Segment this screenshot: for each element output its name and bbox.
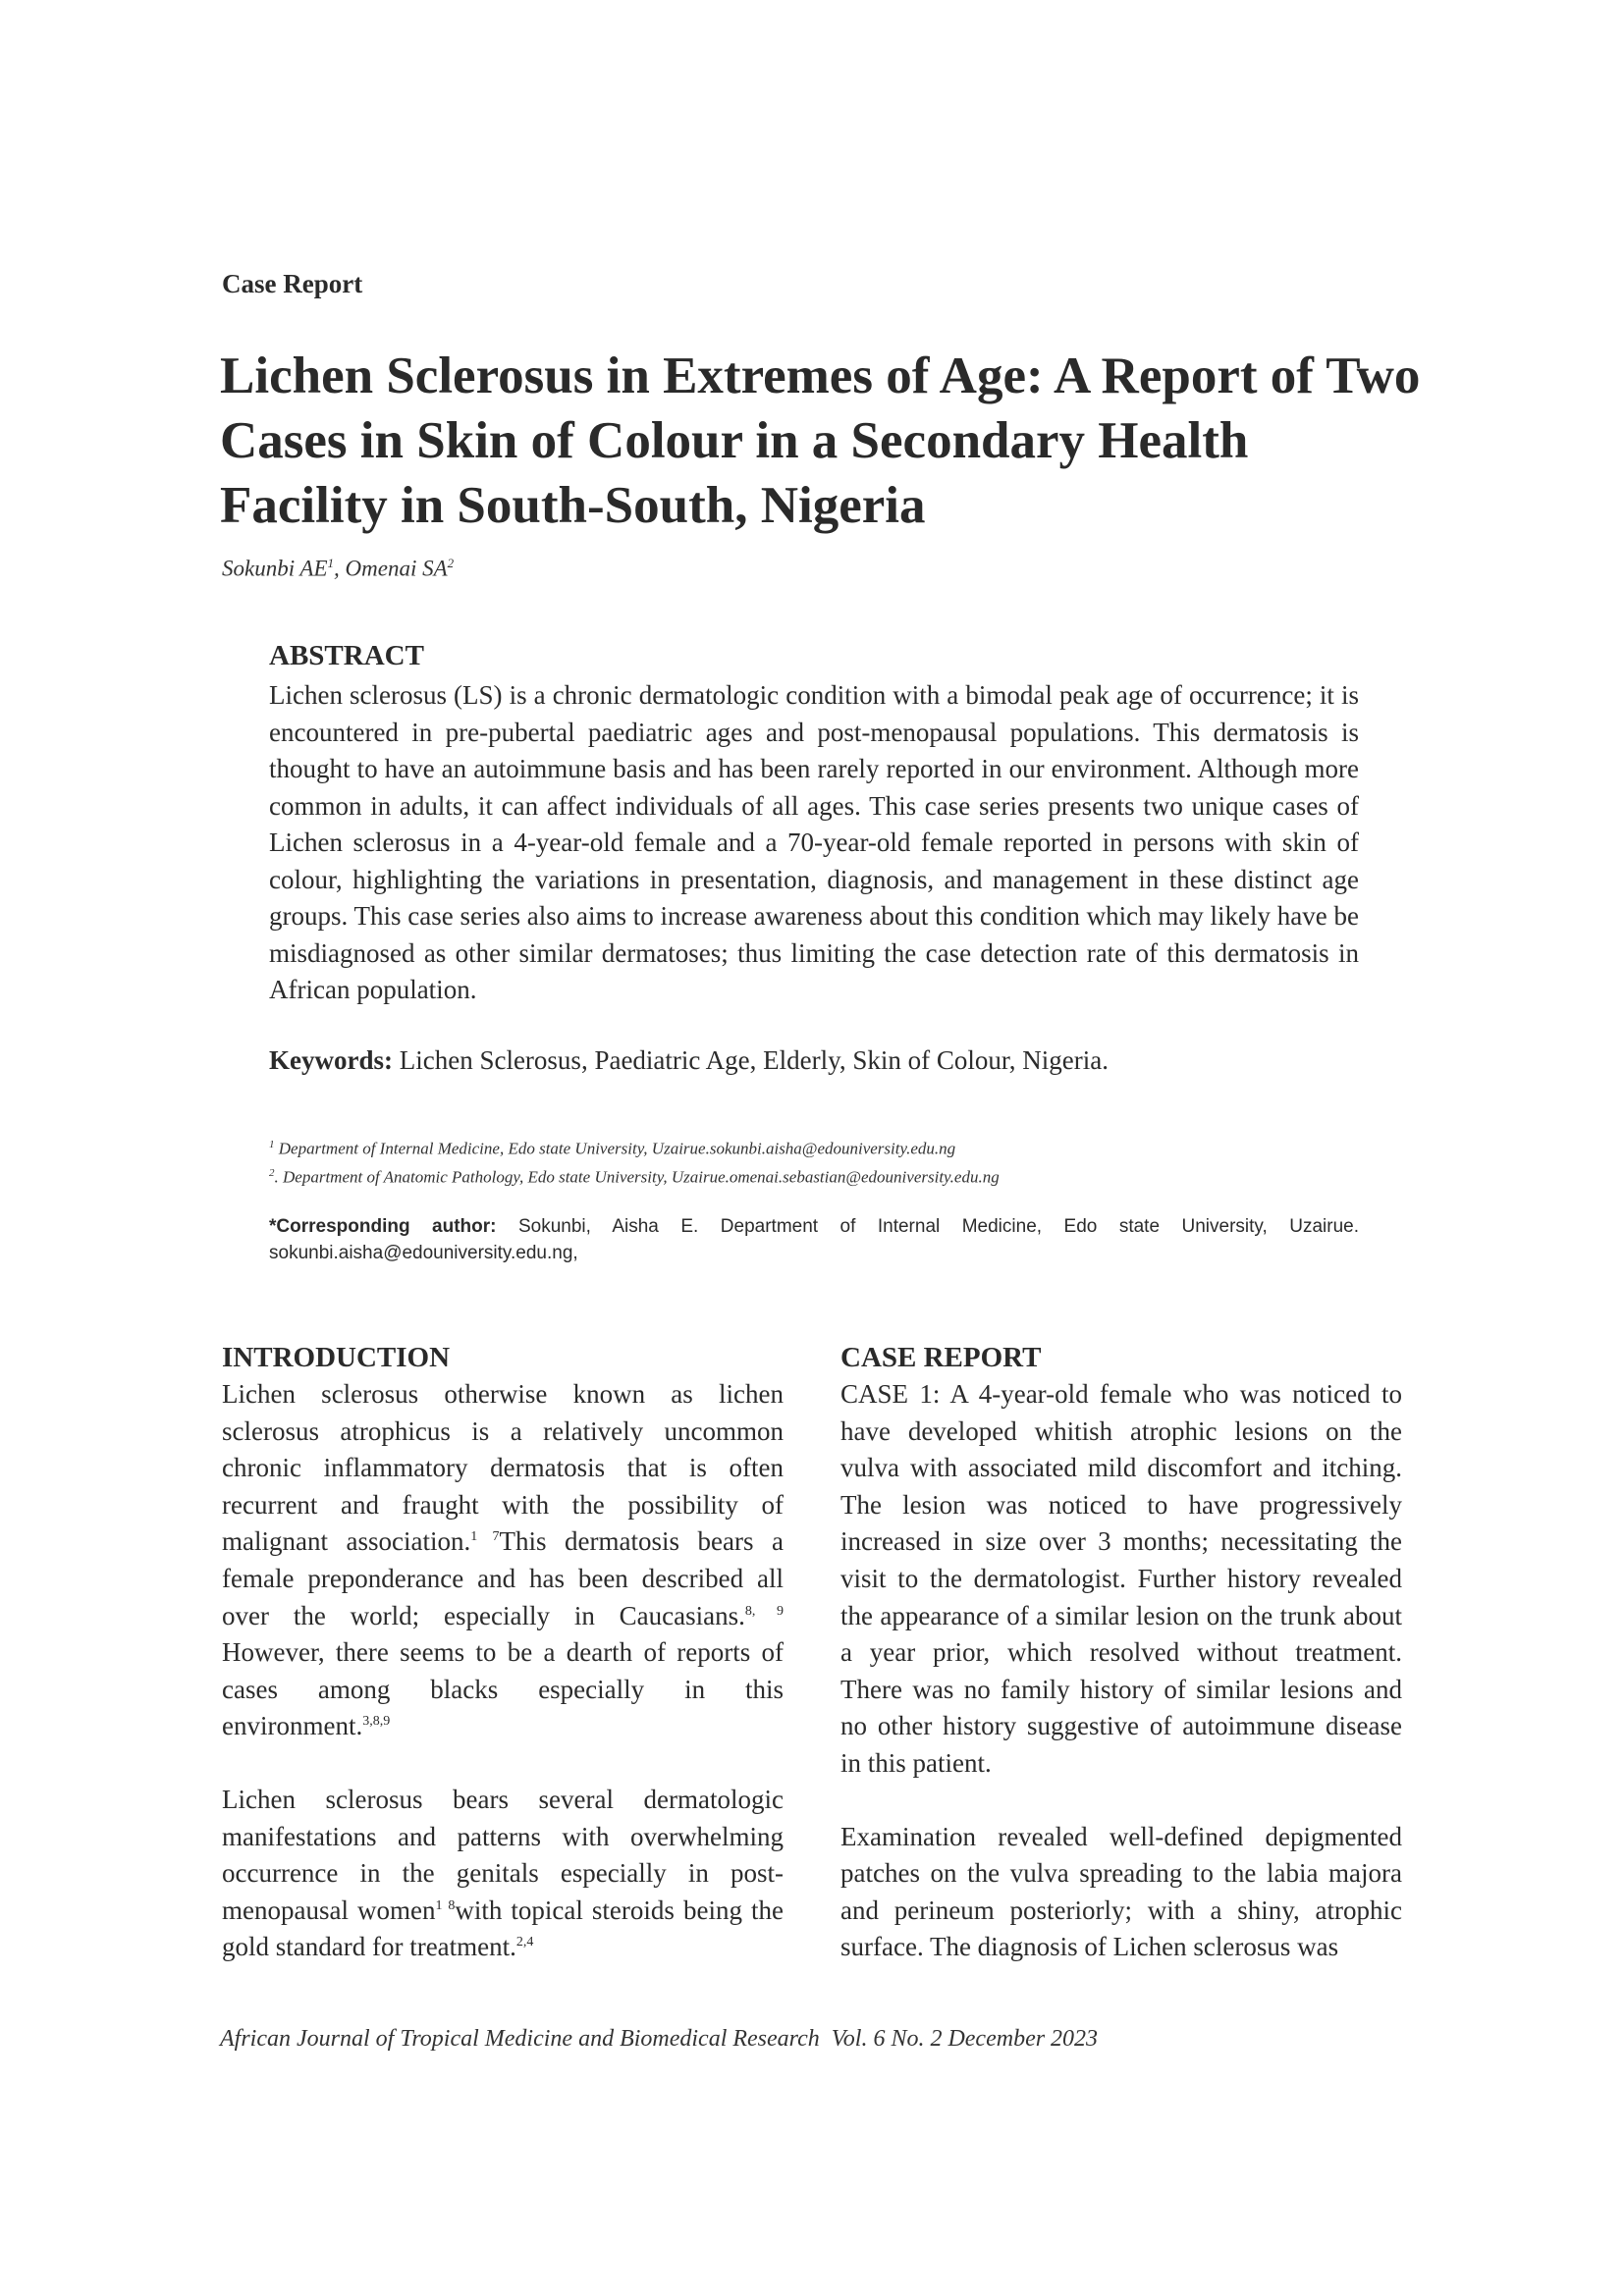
case-report-column [840, 1339, 1402, 1966]
introduction-column [222, 1339, 784, 1966]
abstract-text: Lichen sclerosus (LS) is a chronic dermatologic condition with a bimodal peak age of occurrence; it is encountered in pre-pubertal paediatric ages and post-menopausal populations. This dermatosis is thought to have an autoimmune basis and has been rarely reported in our environment. Although more common in adults, it can affect individuals of all ages. This case series presents two unique cases of Lichen sclerosus in a 4-year-old female and a 70-year-old female reported in persons with skin of colour, highlighting the variations in presentation, diagnosis, and management in these distinct age groups. This case series also aims to increase awareness about this condition which may likely have be misdiagnosed as other similar dermatoses; thus limiting the case detection rate of this dermatosis in African population. [269, 680, 1359, 1004]
corresponding-label: *Corresponding author: [269, 1216, 497, 1237]
author-affiliation-mark: 2 [447, 556, 455, 570]
author-line: Sokunbi $AE^1$, Omenai $SA^2$ [222, 556, 455, 581]
case-report-paragraph: CASE 1: A 4-year-old female who was noticed to have developed whitish atrophic lesions on the vulva with associated mild discomfort and itching. The lesion was noticed to have progressively increased in size over 3 months; necessitating the visit to the dermatologist. Further history revealed the appearance of a similar lesion on the trunk about a year prior, which resolved without treatment. There was no family history of similar lesions and no other history suggestive of autoimmune disease in this patient. [840, 1379, 1402, 1778]
keywords-text: Lichen Sclerosus, Paediatric Age, Elderly, Skin of Colour, Nigeria. [392, 1045, 1109, 1075]
keywords-label: Keywords: [269, 1045, 393, 1075]
case-report-paragraph: Examination revealed well-defined depigmented patches on the vulva spreading to the labia majora and perineum posteriorly; with a shiny, atrophic surface. The diagnosis of Lichen sclerosus was [840, 1821, 1402, 1962]
author-affiliation-mark: 1 [327, 556, 335, 570]
author-name: Omenai SA [345, 556, 448, 581]
introduction-heading: INTRODUCTION [222, 1342, 451, 1373]
keywords-line [269, 1042, 1359, 1079]
affiliations [269, 1133, 1359, 1189]
author-name: Sokunbi AE [222, 556, 328, 581]
journal-footer: African Journal of Tropical Medicine and Biomedical Research Vol. 6 No. 2 December 2023 [220, 2026, 1099, 2052]
article-title: Lichen Sclerosus in Extremes of Age: A Report of Two Cases in Skin of Colour in a Secondary Health Facility in South-South, Nigeria [220, 347, 1421, 534]
corresponding-text: Sokunbi, Aisha E. Department of Internal Medicine, Edo state University, Uzairue. sokunbi.aisha@edouniversity.edu.ng, [269, 1216, 1359, 1263]
introduction-paragraph: Lichen sclerosus otherwise known as lichen sclerosus atrophicus is a relatively uncommon chronic inflammatory dermatosis that is often recurrent and fraught with the possibility of malignant association.$^{1 7}$This dermatosis bears a female preponderance and has been described all over the world; especially in Caucasians.$^{8, 9}$ However, there seems to be a dearth of reports of cases among blacks especially in this environment.$^{3,8,9}$ [222, 1379, 784, 1741]
citation-mark: 8, 9 [744, 1603, 784, 1619]
corresponding-author [269, 1213, 1359, 1266]
affiliation-item: $^1$ Department of Internal Medicine, Edo state University, Uzairue.sokunbi.aisha@edouniversity.edu.ng [269, 1139, 956, 1158]
article-type-label: Case Report [222, 269, 363, 298]
citation-mark: 3,8,9 [362, 1714, 391, 1730]
citation-mark: 2,4 [515, 1935, 534, 1950]
abstract-section [269, 638, 1359, 1009]
abstract-heading: ABSTRACT [269, 640, 424, 671]
citation-mark: 1 8 [435, 1897, 456, 1913]
affiliation-item: $^2$. Department of Anatomic Pathology, Edo state University, Uzairue.omenai.sebastian@edouniversity.edu.ng [269, 1166, 1000, 1187]
case-report-heading: CASE REPORT [840, 1342, 1042, 1373]
citation-mark: 1 7 [470, 1529, 500, 1545]
introduction-paragraph: Lichen sclerosus bears several dermatologic manifestations and patterns with overwhelming occurrence in the genitals especially in post-menopausal women$^{1 8}$with topical steroids being the gold standard for treatment.$^{2,4}$ [222, 1784, 785, 1962]
